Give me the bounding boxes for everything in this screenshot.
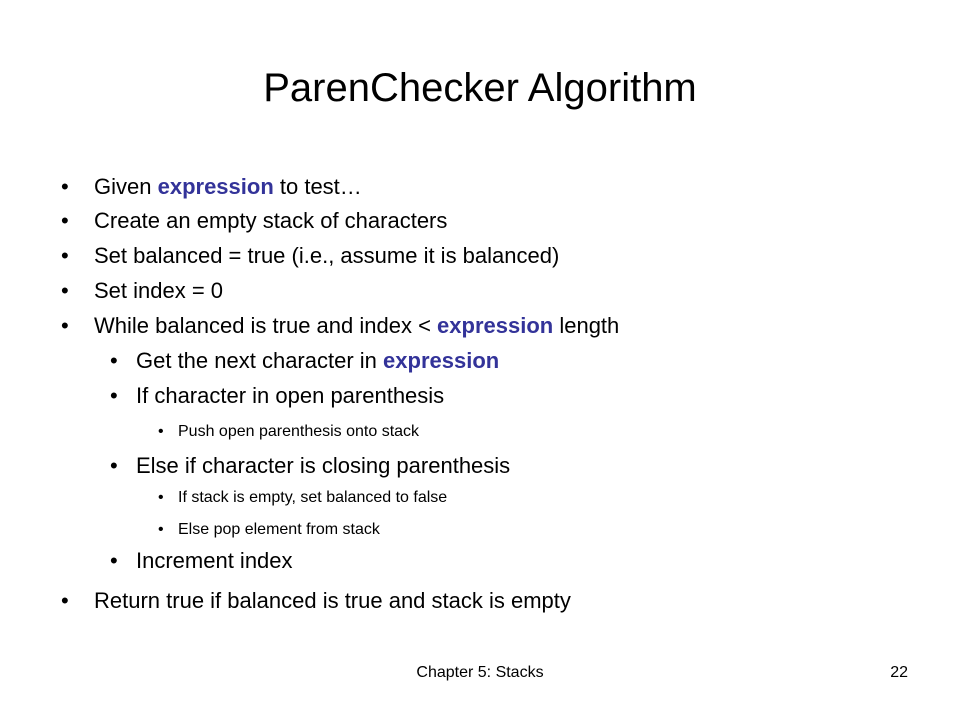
bullet-glyph: • [158, 489, 164, 506]
bullet-text: Push open parenthesis onto stack [178, 423, 420, 440]
bullet-text: While balanced is true and index < [94, 313, 438, 338]
bullet-glyph: • [158, 521, 164, 538]
sub-sub-bullet-item-3 [158, 519, 380, 541]
bullet-text: to test… [273, 174, 362, 199]
sub-bullet-item-2 [110, 381, 445, 411]
bullet-glyph: • [158, 423, 164, 440]
bullet-glyph: • [61, 174, 69, 199]
bullet-glyph: • [110, 548, 118, 573]
bullet-item-1 [61, 172, 362, 202]
bullet-glyph: • [61, 208, 69, 233]
bullet-text: Set index = 0 [94, 278, 224, 303]
bullet-text: Get the next character in [136, 348, 384, 373]
bullet-text: If stack is empty, set balanced to false [178, 489, 448, 506]
bullet-item-5 [61, 311, 620, 341]
bullet-text: Create an empty stack of characters [94, 208, 448, 233]
bullet-glyph: • [110, 348, 118, 373]
keyword-expression: expression [437, 313, 554, 338]
bullet-item-6 [61, 586, 571, 616]
bullet-text: Increment index [136, 548, 293, 573]
sub-bullet-item-1 [110, 346, 500, 376]
bullet-item-2 [61, 206, 448, 236]
bullet-text: Else pop element from stack [178, 521, 380, 538]
sub-bullet-item-4 [110, 546, 293, 576]
footer-chapter: Chapter 5: Stacks [416, 664, 544, 681]
bullet-glyph: • [61, 278, 69, 303]
bullet-glyph: • [61, 243, 69, 268]
bullet-glyph: • [110, 383, 118, 408]
bullet-item-4 [61, 276, 224, 306]
bullet-item-3 [61, 241, 560, 271]
bullet-text: Else if character is closing parenthesis [136, 453, 511, 478]
keyword-expression: expression [383, 348, 500, 373]
bullet-glyph: • [61, 313, 69, 338]
bullet-text: Given [94, 174, 158, 199]
keyword-expression: expression [157, 174, 274, 199]
bullet-text: length [553, 313, 620, 338]
bullet-glyph: • [61, 588, 69, 613]
page-number: 22 [890, 664, 908, 681]
sub-sub-bullet-item-1 [158, 421, 420, 443]
slide-title: ParenChecker Algorithm [263, 66, 697, 110]
sub-bullet-item-3 [110, 451, 511, 481]
sub-sub-bullet-item-2 [158, 487, 448, 509]
bullet-text: If character in open parenthesis [136, 383, 445, 408]
bullet-text: Return true if balanced is true and stack is empty [94, 588, 571, 613]
bullet-text: Set balanced = true (i.e., assume it is balanced) [94, 243, 560, 268]
bullet-glyph: • [110, 453, 118, 478]
